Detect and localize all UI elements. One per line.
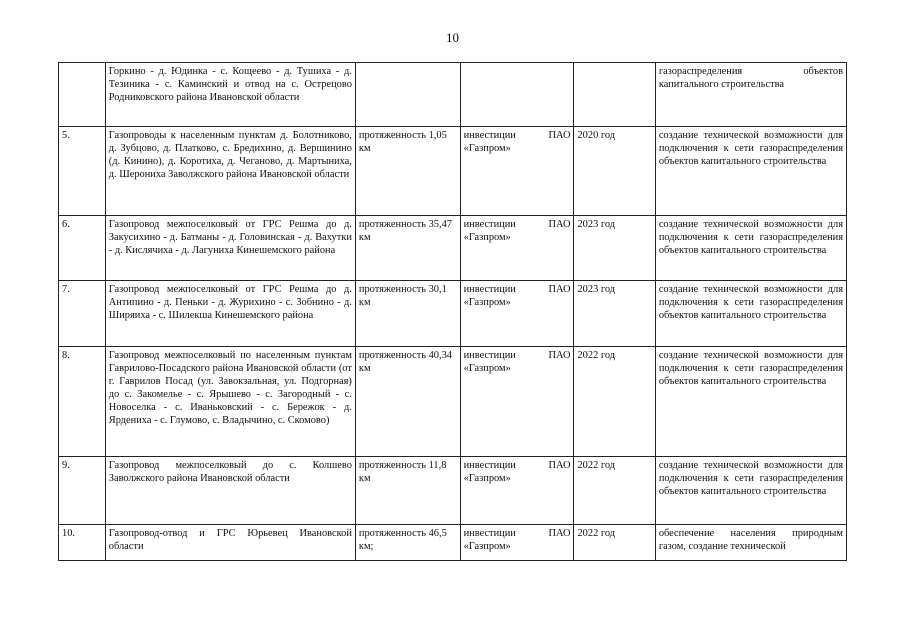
funding-company: «Газпром» (463, 473, 511, 484)
funding-company: «Газпром» (463, 232, 511, 243)
table-body (59, 63, 847, 561)
object-length: протяженность 1,05 км (355, 127, 460, 216)
funding-org: ПАО (548, 460, 571, 471)
completion-year: 2023 год (574, 216, 655, 281)
funding-word: инвестиции (463, 130, 516, 141)
object-length (355, 63, 460, 127)
funding-company: «Газпром» (463, 143, 511, 154)
funding-source (460, 525, 574, 561)
table-row (59, 347, 847, 457)
object-name: Газопровод межпоселковый до с. Колшево Заволжского района Ивановской области (105, 457, 355, 525)
row-number: 8. (59, 347, 106, 457)
object-name: Газопровод межпоселковый от ГРС Решма до д. Антипино - д. Пеньки - д. Журихино - с. Зобнино - д. Ширяиха - с. Шилекша Кинешемского района (105, 281, 355, 347)
row-number: 7. (59, 281, 106, 347)
completion-year (574, 63, 655, 127)
object-length: протяженность 46,5 км; (355, 525, 460, 561)
object-name: Горкино - д. Юдинка - с. Кощеево - д. Тушиха - д. Тезиника - с. Каминский и отвод на с. Острецово Родниковского района Ивановской области (105, 63, 355, 127)
funding-company: «Газпром» (463, 363, 511, 374)
table-row (59, 216, 847, 281)
funding-source (460, 347, 574, 457)
object-length: протяженность 35,47 км (355, 216, 460, 281)
table-row (59, 63, 847, 127)
table-row (59, 457, 847, 525)
funding-word: инвестиции (463, 460, 516, 471)
funding-org: ПАО (548, 130, 571, 141)
object-purpose: обеспечение населения природным газом, создание технической (655, 525, 846, 561)
completion-year: 2022 год (574, 525, 655, 561)
funding-org: ПАО (548, 284, 571, 295)
funding-org: ПАО (548, 528, 571, 539)
funding-org: ПАО (548, 219, 571, 230)
completion-year: 2020 год (574, 127, 655, 216)
object-purpose: газораспределения объектов капитального строительства (655, 63, 846, 127)
page-number: 10 (446, 30, 459, 45)
funding-source (460, 216, 574, 281)
object-purpose: создание технической возможности для подключения к сети газораспределения объектов капитального строительства (655, 281, 846, 347)
completion-year: 2022 год (574, 457, 655, 525)
funding-source (460, 281, 574, 347)
object-name: Газопровод межпоселковый по населенным пунктам Гаврилово-Посадского района Ивановской области (от г. Гаврилов Посад (ул. Завокзальная, ул. Подгорная) до с. Закомелье - с. Ярышево - с. Загородный - с. Новоселка - с. Иваньковский - с. Бережок - д. Ярдениха - с. Глумово, с. Владычино, с. Скомово) (105, 347, 355, 457)
row-number: 5. (59, 127, 106, 216)
row-number: 10. (59, 525, 106, 561)
object-purpose: создание технической возможности для подключения к сети газораспределения объектов капитального строительства (655, 216, 846, 281)
object-name: Газопровод межпоселковый от ГРС Решма до д. Закусихино - д. Батманы - д. Головинская - д. Вахутки - д. Кислячиха - д. Лагуниха Кинешемского района (105, 216, 355, 281)
funding-word: инвестиции (463, 219, 516, 230)
funding-company: «Газпром» (463, 297, 511, 308)
funding-word: инвестиции (463, 350, 516, 361)
funding-org: ПАО (548, 350, 571, 361)
completion-year: 2023 год (574, 281, 655, 347)
row-number (59, 63, 106, 127)
object-purpose: создание технической возможности для подключения к сети газораспределения объектов капитального строительства (655, 127, 846, 216)
table-row (59, 127, 847, 216)
completion-year: 2022 год (574, 347, 655, 457)
table-row (59, 281, 847, 347)
funding-source (460, 63, 574, 127)
gas-pipeline-table (58, 62, 847, 561)
funding-word: инвестиции (463, 284, 516, 295)
object-length: протяженность 40,34 км (355, 347, 460, 457)
table-row (59, 525, 847, 561)
object-length: протяженность 30,1 км (355, 281, 460, 347)
funding-source (460, 127, 574, 216)
row-number: 9. (59, 457, 106, 525)
funding-word: инвестиции (463, 528, 516, 539)
funding-company: «Газпром» (463, 541, 511, 552)
object-purpose: создание технической возможности для подключения к сети газораспределения объектов капитального строительства (655, 347, 846, 457)
object-name: Газопровод-отвод и ГРС Юрьевец Ивановской области (105, 525, 355, 561)
object-purpose: создание технической возможности для подключения к сети газораспределения объектов капитального строительства (655, 457, 846, 525)
row-number: 6. (59, 216, 106, 281)
funding-source (460, 457, 574, 525)
object-name: Газопроводы к населенным пунктам д. Болотниково, д. Зубцово, д. Платково, с. Бредихино, д. Вершинино (д. Кинино), д. Коротиха, д. Чеганово, д. Мартыниха, д. Шерониха Заволжского района Ивановской области (105, 127, 355, 216)
object-length: протяженность 11,8 км (355, 457, 460, 525)
